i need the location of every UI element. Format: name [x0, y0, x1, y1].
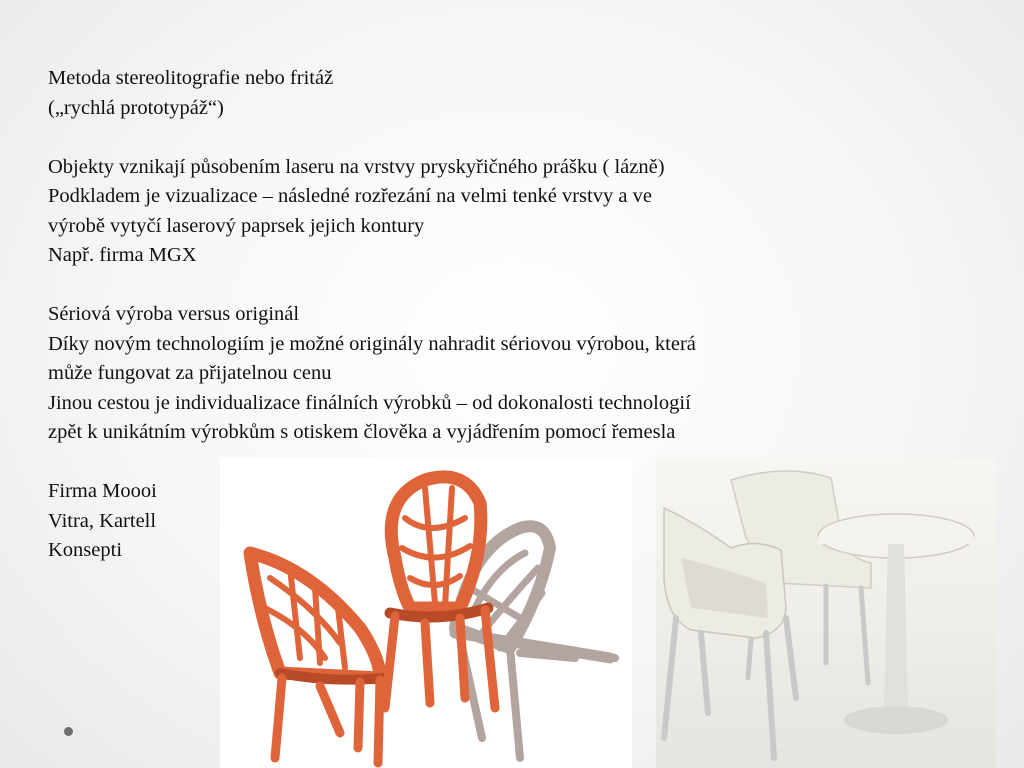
company-line: Vitra, Kartell [48, 509, 157, 532]
heading-serial-vs-original: Sériová výroba versus originál [48, 303, 300, 325]
company-line: Firma Moooi [48, 480, 157, 502]
chairs-photo-orange [220, 458, 632, 768]
chair-illustration [220, 458, 632, 768]
slide-bullet-icon [64, 727, 73, 736]
text-line: výrobě vytyčí laserový paprsek jejich kontury [48, 214, 425, 237]
chair-table-illustration [656, 458, 996, 768]
text-line: může fungovat za přijatelnou cenu [48, 362, 332, 384]
text-line: Díky novým technologiím je možné originály nahradit sériovou výrobou, která [48, 332, 696, 355]
text-line: Podkladem je vizualizace – následné rozřezání na velmi tenké vrstvy a ve [48, 185, 652, 207]
chairs-photo-white [656, 458, 996, 768]
round-table [818, 514, 974, 734]
text-line: Objekty vznikají působením laseru na vrstvy pryskyřičného prášku ( lázně) [48, 155, 665, 178]
heading-method: Metoda stereolitografie nebo fritáž [48, 67, 334, 89]
orange-chair-front [250, 553, 385, 763]
text-line: Jinou cestou je individualizace finálních výrobků – od dokonalosti technologií [48, 391, 691, 414]
heading-method-subtitle: („rychlá prototypáž“) [48, 96, 224, 119]
company-line: Konsepti [48, 539, 123, 561]
text-line: Např. firma MGX [48, 244, 197, 266]
text-line: zpět k unikátním výrobkům s otiskem člověka a vyjádřením pomocí řemesla [48, 421, 676, 443]
